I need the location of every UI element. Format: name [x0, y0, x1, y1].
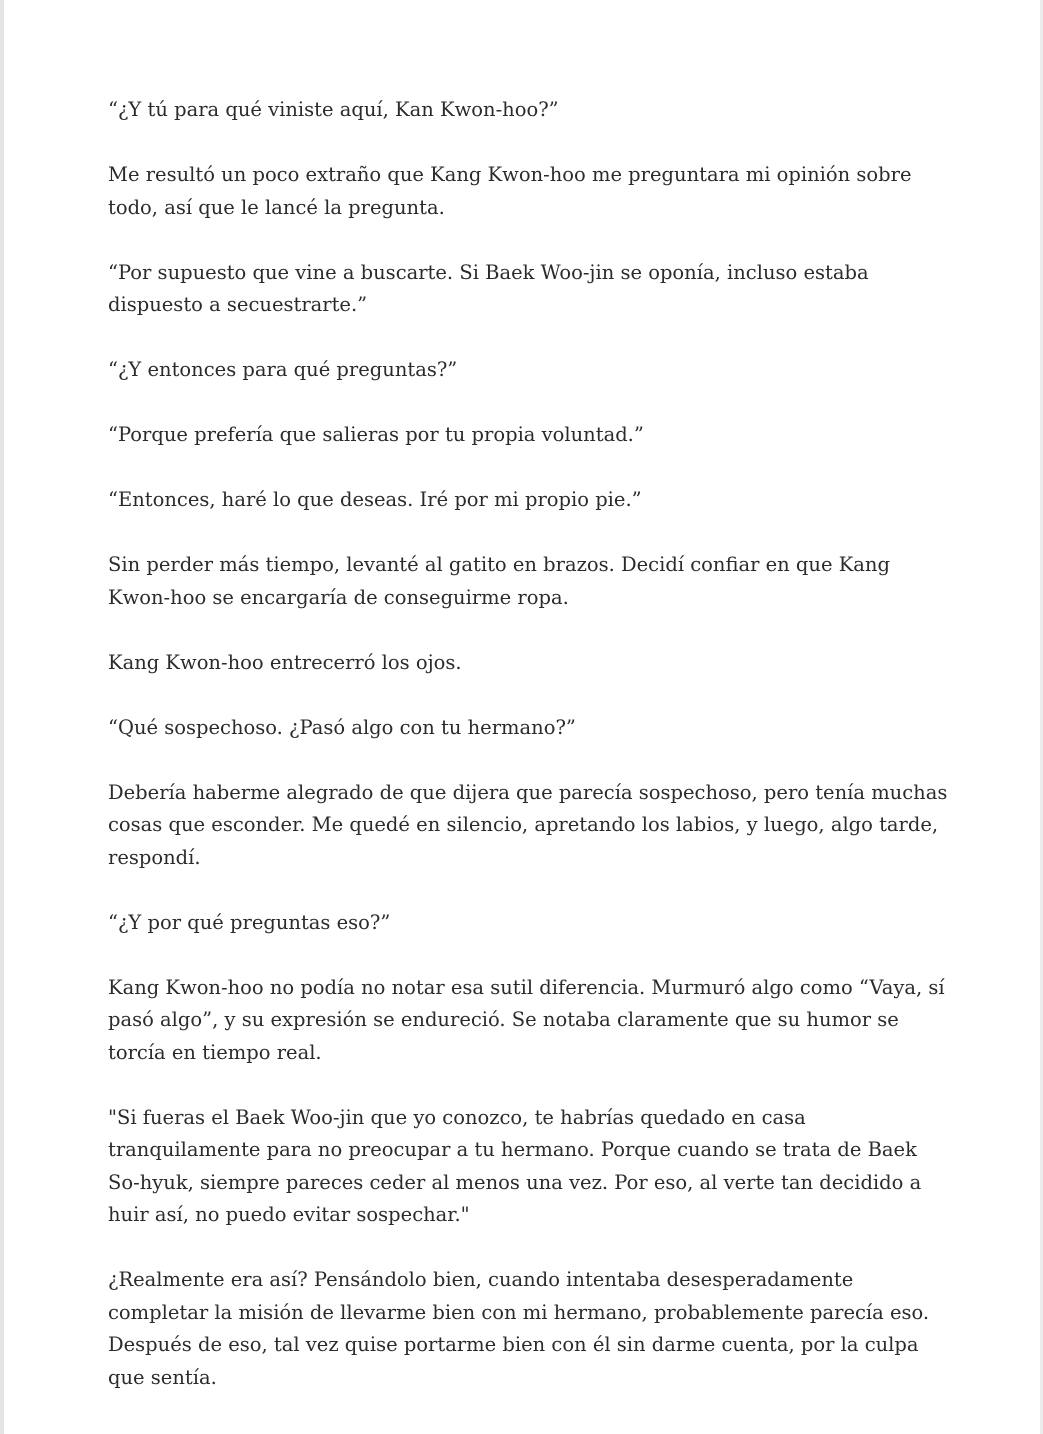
document-body [108, 94, 953, 1394]
paragraph: “Qué sospechoso. ¿Pasó algo con tu hermano?” [108, 715, 576, 739]
paragraph: “¿Y por qué preguntas eso?” [108, 910, 391, 934]
page-left-edge [0, 0, 4, 1434]
paragraph: "Si fueras el Baek Woo-jin que yo conozco, te habrías quedado en casa tranquilamente para no preocupar a tu hermano. Porque cuando se trata de Baek So-hyuk, siempre pareces ceder al menos una vez. Por eso, al verte tan decidido a huir así, no puedo evitar sospechar." [108, 1105, 922, 1226]
paragraph: ¿Realmente era así? Pensándolo bien, cuando intentaba desesperadamente completar la misión de llevarme bien con mi hermano, probablemente parecía eso. Después de eso, tal vez quise portarme bien con él sin darme cuenta, por la culpa que sentía. [108, 1268, 930, 1389]
paragraph: Sin perder más tiempo, levanté al gatito en brazos. Decidí confiar en que Kang Kwon-hoo se encargaría de conseguirme ropa. [108, 553, 890, 609]
paragraph: “¿Y entonces para qué preguntas?” [108, 358, 458, 381]
paragraph: Kang Kwon-hoo entrecerró los ojos. [108, 650, 462, 674]
paragraph: “¿Y tú para qué viniste aquí, Kan Kwon-hoo?” [108, 98, 559, 121]
paragraph: Kang Kwon-hoo no podía no notar esa sutil diferencia. Murmuró algo como “Vaya, sí pasó algo”, y su expresión se endureció. Se notaba claramente que su humor se torcía en tiempo real. [108, 975, 945, 1064]
paragraph: “Entonces, haré lo que deseas. Iré por mi propio pie.” [108, 488, 642, 511]
paragraph: Me resultó un poco extraño que Kang Kwon-hoo me preguntara mi opinión sobre todo, así que le lancé la pregunta. [108, 163, 912, 219]
paragraph: Debería haberme alegrado de que dijera que parecía sospechoso, pero tenía muchas cosas que esconder. Me quedé en silencio, apretando los labios, y luego, algo tarde, respondí. [108, 780, 948, 869]
paragraph: “Por supuesto que vine a buscarte. Si Baek Woo-jin se oponía, incluso estaba dispuesto a secuestrarte.” [108, 260, 869, 316]
paragraph: “Porque prefería que salieras por tu propia voluntad.” [108, 423, 644, 446]
